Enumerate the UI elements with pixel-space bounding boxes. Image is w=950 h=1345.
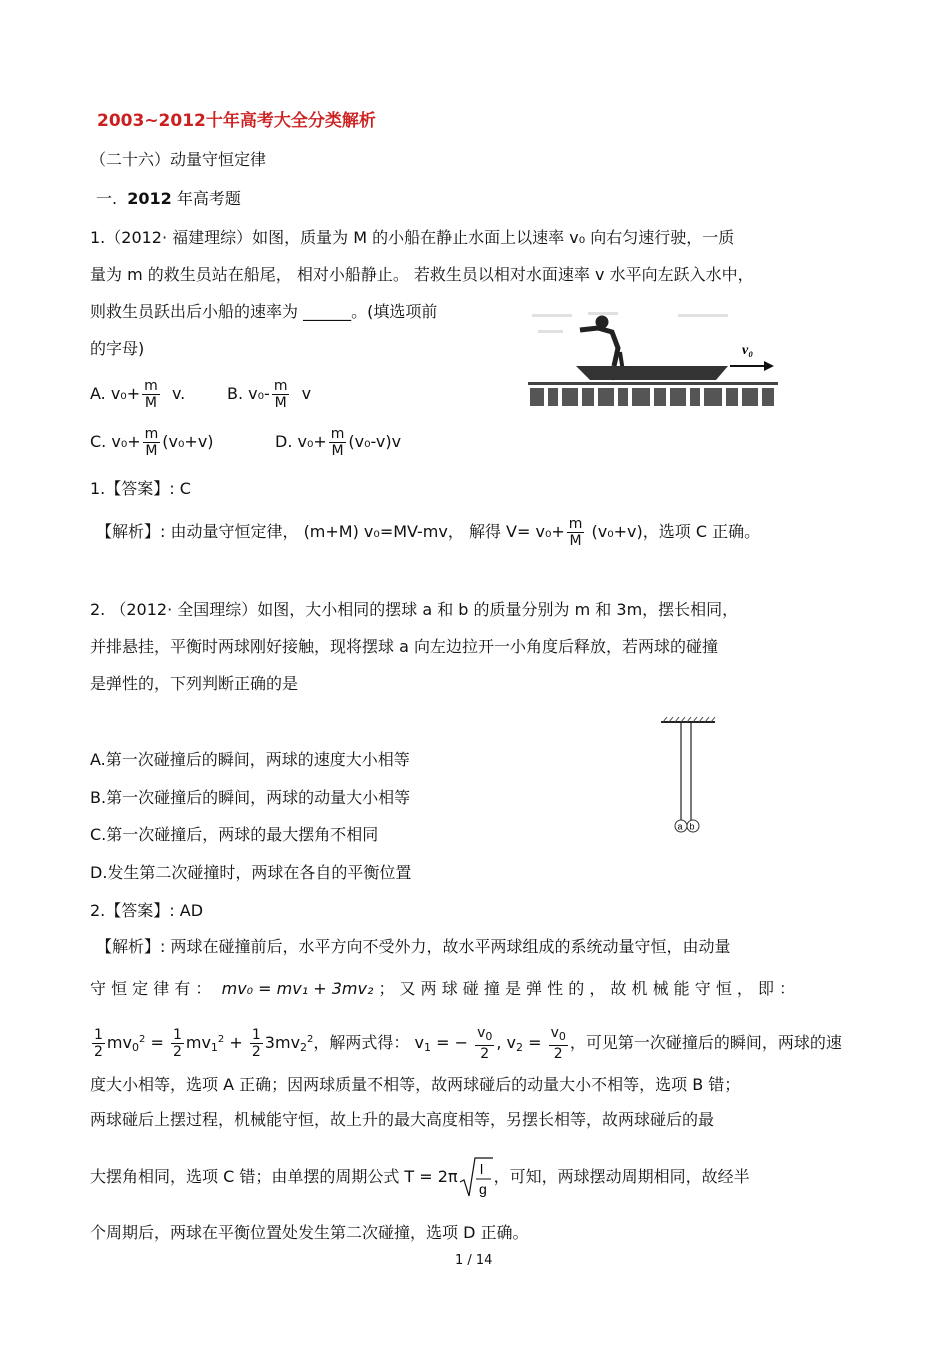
boat-figure [528, 308, 778, 413]
q1-option-a: A. v₀+ $\frac{m}{M}$ v. [90, 378, 186, 411]
q2-answer: 2.【答案】: AD [90, 901, 204, 920]
fraction: $\frac{m}{M}$ [144, 378, 158, 411]
q1-answer: 1.【答案】: C [90, 479, 191, 498]
q1-analysis: 【解析】: 由动量守恒定律， (m+M) v₀=MV-mv， 解得 V= v₀+ $\frac{m}{M}$ (v₀+v)，选项 C 正确。 [96, 516, 761, 549]
momentum-equation: mv₀ = mv₁ + 3mv₂ [221, 979, 374, 998]
section-heading [96, 188, 241, 210]
fraction: $\frac{m}{M}$ [273, 378, 288, 411]
q2-option-c: C.第一次碰撞后，两球的最大摆角不相同 [90, 825, 379, 844]
ball-b-label: b [689, 821, 695, 832]
q2-line2: 并排悬挂，平衡时两球刚好接触，现将摆球 a 向左边拉开一小角度后释放，若两球的碰撞 [90, 637, 718, 656]
q1-line4: 的字母) [90, 339, 145, 358]
energy-equation: $\frac{1}{2}$ $mv_0^2$ = $\frac{1}{2}$ $mv_1^2$ + $\frac{1}{2}$ $3mv_2^2$ [94, 1027, 314, 1060]
q1-option-d: D. v₀+ $\frac{m}{M}$ (v₀-v)v [275, 426, 402, 459]
ball-a-label: a [677, 821, 683, 832]
q2-analysis-line3: $\frac{1}{2}$ $mv_0^2$ = $\frac{1}{2}$ $mv_1^2$ + $\frac{1}{2}$ $3mv_2^2$，解两式得： $v_1$ = − $\frac{v_0}{2}$ , $v_2$ = $\frac{v_0}{2}$ ，可见第一次碰撞后的瞬间，两球的速 [90, 1018, 842, 1070]
velocity-solution: $v_1$ = − $\frac{v_0}{2}$ , $v_2$ = $\frac{v_0}{2}$ [414, 1025, 566, 1062]
boat-hull [576, 366, 728, 380]
ceiling-support [661, 717, 715, 722]
page-number: 1 / 14 [455, 1253, 493, 1268]
q2-option-d: D.发生第二次碰撞时，两球在各自的平衡位置 [90, 863, 412, 882]
sqrt-l-over-g [458, 1156, 494, 1200]
q2-option-a: A.第一次碰撞后的瞬间，两球的速度大小相等 [90, 750, 410, 769]
pendulum-figure [655, 712, 740, 837]
q1-line2: 量为 m 的救生员站在船尾， 相对小船静止。 若救生员以相对水面速率 v 水平向左跃入水中， [90, 265, 754, 284]
velocity-label: v₀ [742, 343, 754, 358]
q2-analysis-line2: 守 恒 定 律 有 ： mv₀ = mv₁ + 3mv₂ ； 又 两 球 碰 撞 是 弹 性 的 ， 故 机 械 能 守 恒 ， 即 ： [90, 979, 796, 998]
q2-analysis-line4: 度大小相等，选项 A 正确；因两球质量不相等，故两球碰后的动量大小不相等，选项 B 错； [90, 1075, 741, 1094]
q2-analysis-line5: 两球碰后上摆过程，机械能守恒，故上升的最大高度相等，另摆长相等，故两球碰后的最 [90, 1110, 715, 1129]
q1-option-c: C. v₀+ $\frac{m}{M}$ (v₀+v) [90, 426, 214, 459]
q1-option-b: B. v₀- $\frac{m}{M}$ v [227, 378, 312, 411]
q2-option-b: B.第一次碰撞后的瞬间，两球的动量大小相等 [90, 788, 411, 807]
chapter-heading: （二十六）动量守恒定律 [90, 150, 267, 169]
q2-analysis-line1: 【解析】: 两球在碰撞前后，水平方向不受外力，故水平两球组成的系统动量守恒，由动量 [96, 937, 731, 956]
q2-analysis-line6: 大摆角相同，选项 C 错；由单摆的周期公式 T = 2π l g ，可知，两球摆动周期相同，故经半 [90, 1152, 750, 1202]
svg-text:l: l [479, 1160, 483, 1177]
q1-line1: 1.（2012· 福建理综）如图，质量为 M 的小船在静止水面上以速率 v₀ 向右匀速行驶，一质 [90, 228, 735, 247]
q2-line1: 2. （2012· 全国理综）如图，大小相同的摆球 a 和 b 的质量分别为 m 和 3m，摆长相同， [90, 600, 739, 619]
q2-analysis-line7: 个周期后，两球在平衡位置处发生第二次碰撞，选项 D 正确。 [90, 1223, 529, 1242]
section-label: 年高考题 [176, 189, 241, 208]
q1-line3: 则救生员跃出后小船的速率为 ______。(填选项前 [90, 302, 438, 321]
svg-text:g: g [478, 1180, 487, 1197]
fraction: $\frac{m}{M}$ [330, 426, 345, 459]
fraction: $\frac{m}{M}$ [568, 516, 583, 549]
section-number: 一. [96, 189, 118, 208]
document-title: 2003~2012十年高考大全分类解析 [97, 111, 376, 131]
q2-line3: 是弹性的，下列判断正确的是 [90, 674, 299, 693]
fraction: $\frac{m}{M}$ [144, 426, 159, 459]
section-year: 2012 [127, 189, 172, 208]
